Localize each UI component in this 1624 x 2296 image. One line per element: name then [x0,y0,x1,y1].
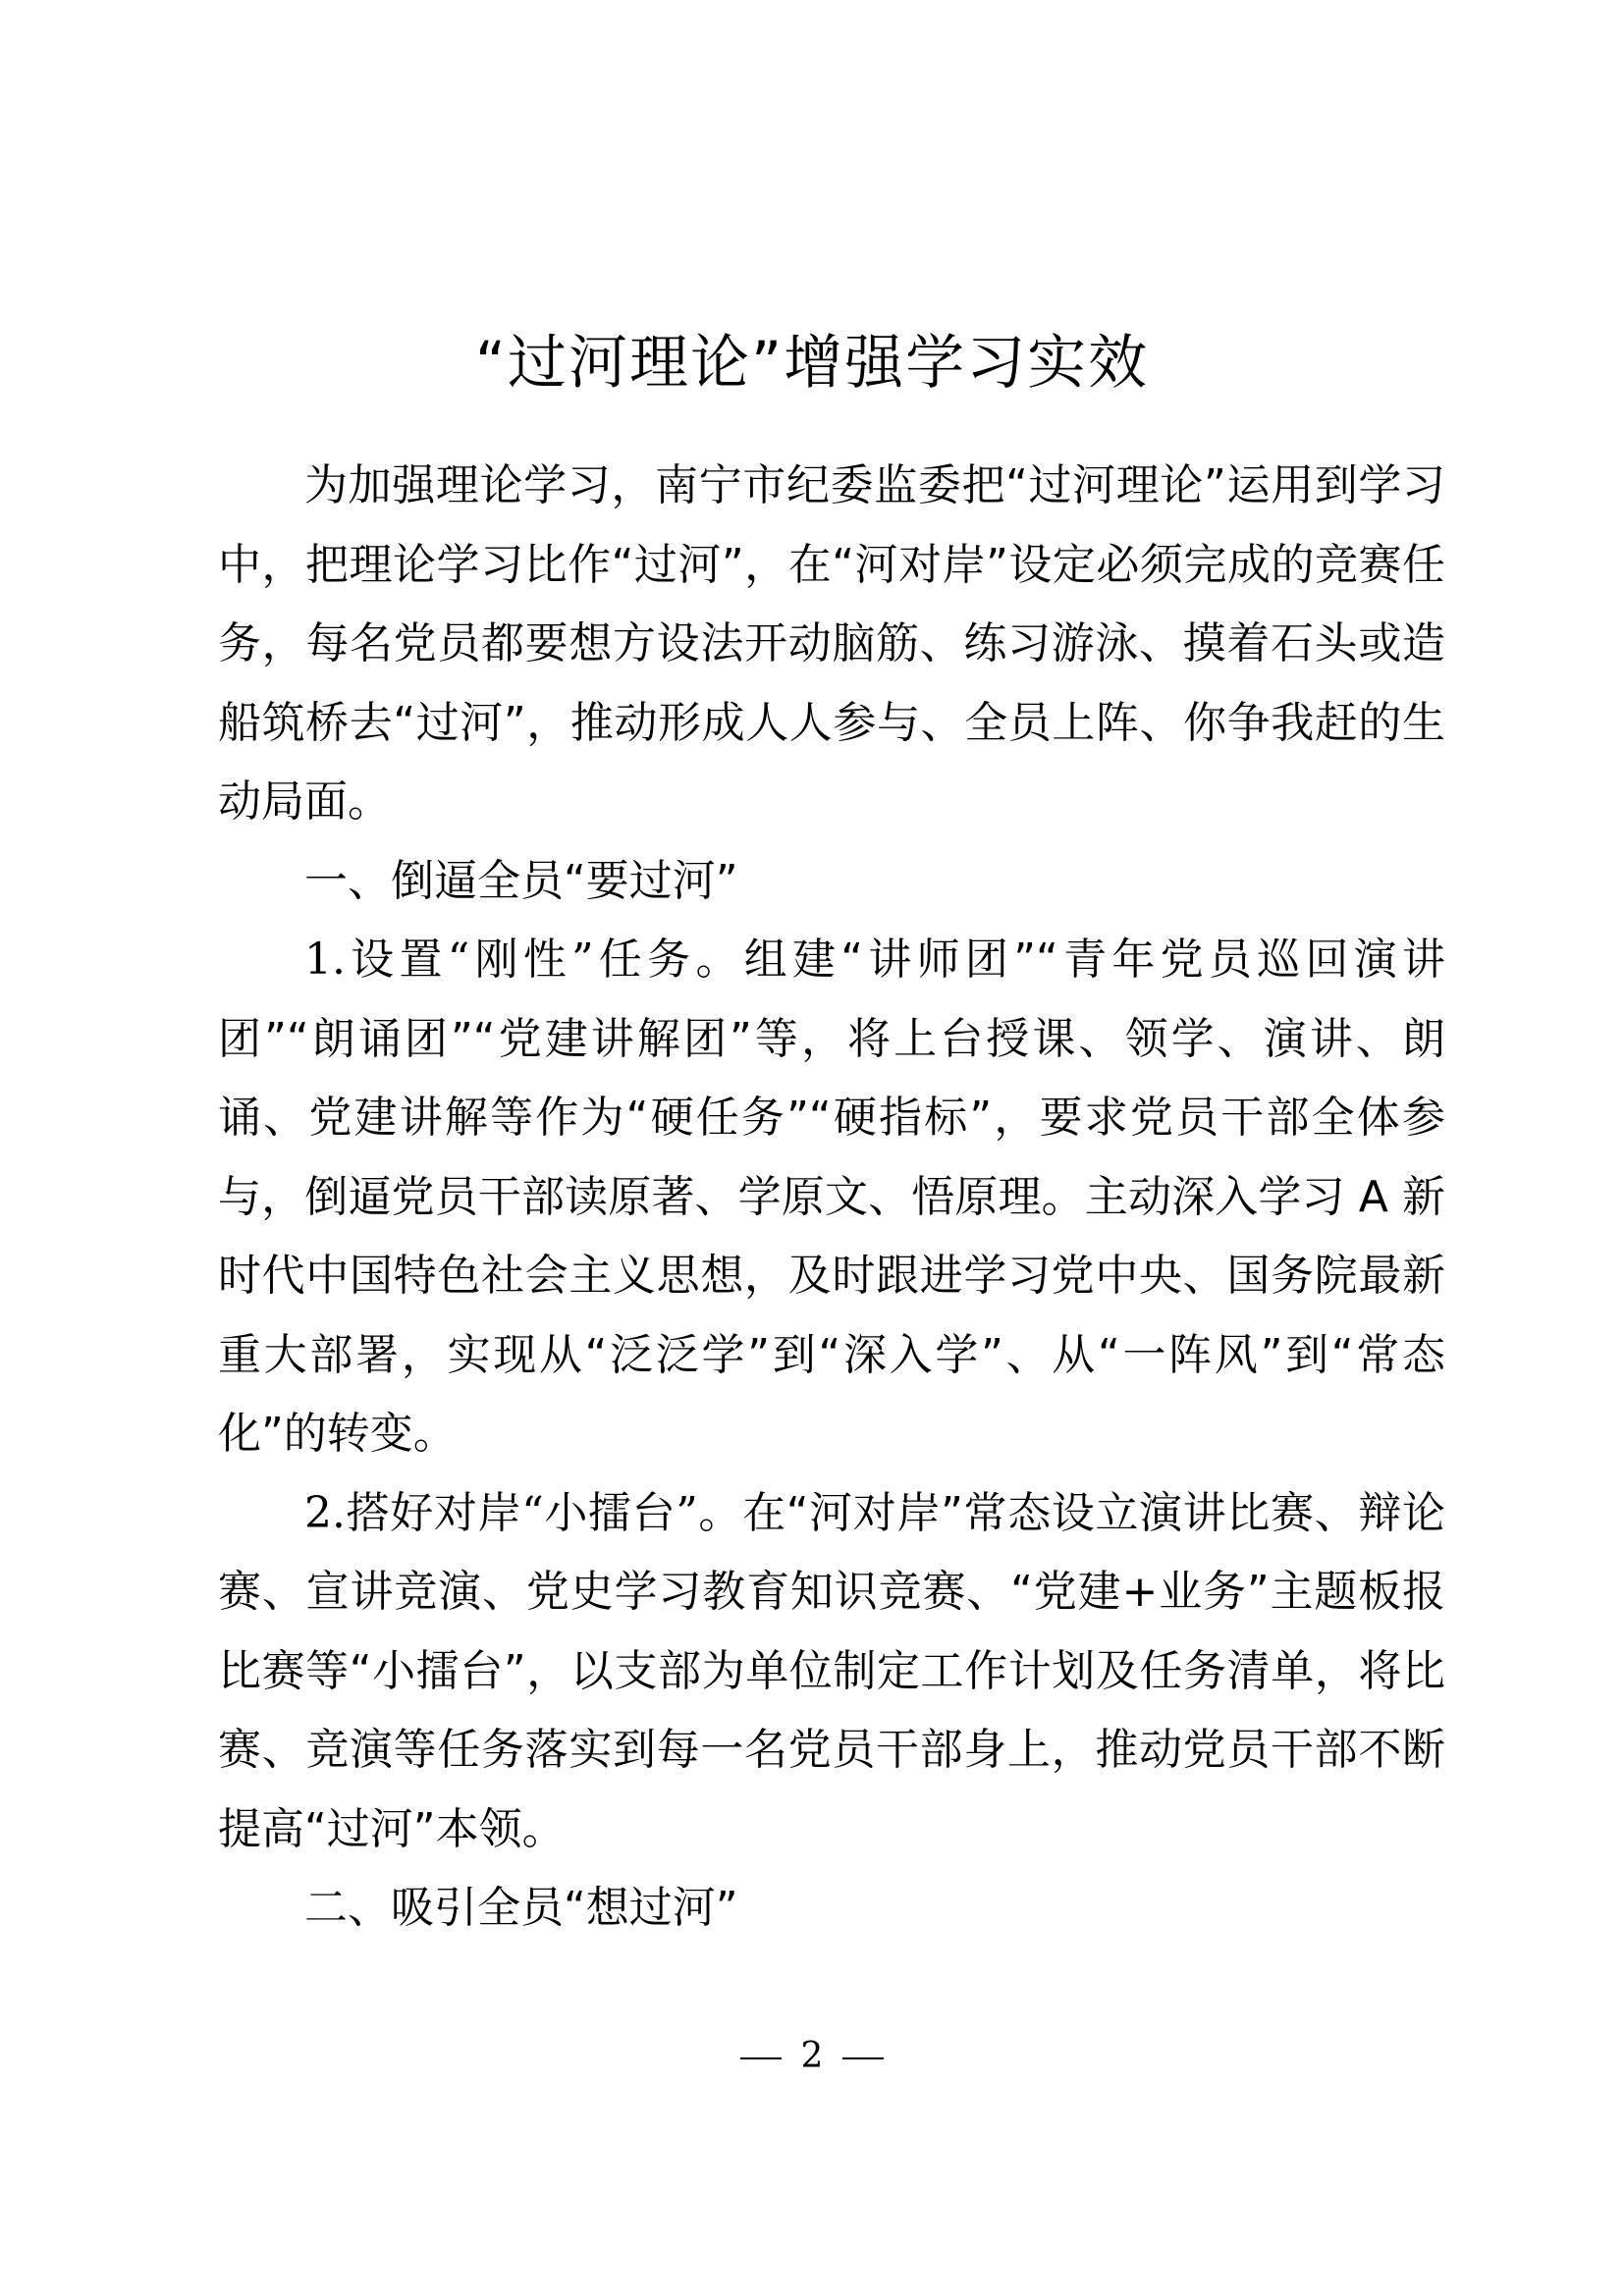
item-paragraph-2 [218,1474,1445,1870]
intro-paragraph: 为加强理论学习，南宁市纪委监委把“过河理论”运用到学习中，把理论学习比作“过河”，在“河对岸”设定必须完成的竞赛任务，每名党员都要想方设法开动脑筋、练习游泳、摸着石头或造船筑桥去“过河”，推动形成人人参与、全员上阵、你争我赶的生动局面。 [218,460,1445,827]
section-heading-1: 一、倒逼全员“要过河” [304,855,738,906]
footer-left-dash [740,2057,782,2059]
footer-right-dash [842,2057,884,2059]
document-title: “过河理论”增强学习实效 [474,329,1150,398]
item-body-1: 组建“讲师团”“青年党员巡回演讲团”“朗诵团”“党建讲解团”等，将上台授课、领学、演讲、朗诵、党建讲解等作为“硬任务”“硬指标”，要求党员干部全体参与，倒逼党员干部读原著、学原文、悟原理。主动深入学习 A 新时代中国特色社会主义思想，及时跟进学习党中央、国务院最新重大部署，实现从“泛泛学”到“深入学”、从“一阵风”到“常态化”的转变。 [218,934,1446,1459]
item-lead-2: 2.搭好对岸“小擂台”。 [304,1487,743,1538]
item-lead-1: 1.设置“刚性”任务。 [304,934,744,985]
section-heading-2: 二、吸引全员“想过河” [304,1883,738,1933]
item-paragraph-1 [218,921,1445,1474]
item-body-2: 在“河对岸”常态设立演讲比赛、辩论赛、宣讲竞演、党史学习教育知识竞赛、“党建+业务”主题板报比赛等“小擂台”，以支部为单位制定工作计划及任务清单，将比赛、竞演等任务落实到每一名党员干部身上，推动党员干部不断提高“过河”本领。 [218,1487,1445,1854]
page-footer [0,2032,1624,2081]
document-body [218,447,1445,1949]
page-number: 2 [800,2036,824,2076]
